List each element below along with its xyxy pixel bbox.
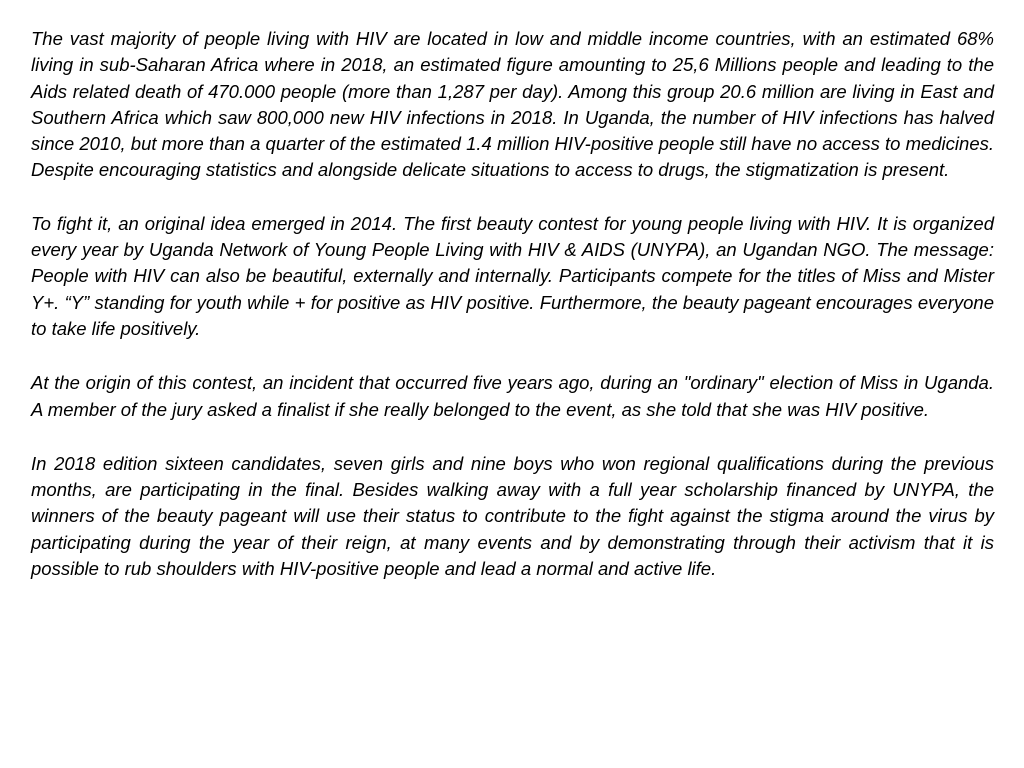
document-body: [31, 26, 994, 582]
paragraph-contest-incident: At the origin of this contest, an incident that occurred five years ago, during an "ordinary" election of Miss in Uganda. A member of the jury asked a finalist if she really belonged to the event, as she told that she was HIV positive.: [31, 372, 994, 420]
paragraph-2018-edition: In 2018 edition sixteen candidates, seven girls and nine boys who won regional qualifications during the previous months, are participating in the final. Besides walking away with a full year scholarship financed by UNYPA, the winners of the beauty pageant will use their status to contribute to the fight against the stigma around the virus by participating during the year of their reign, at many events and by demonstrating through their activism that it is possible to rub shoulders with HIV-positive people and lead a normal and active life.: [31, 452, 994, 580]
paragraph-beauty-contest-origin: To fight it, an original idea emerged in 2014. The first beauty contest for young people living with HIV. It is organized every year by Uganda Network of Young People Living with HIV & AIDS (UNYPA), an Ugandan NGO. The message: People with HIV can also be beautiful, externally and internally. Participants compete for the titles of Miss and Mister Y+. “Y” standing for youth while + for positive as HIV positive. Furthermore, the beauty pageant encourages everyone to take life positively.: [31, 212, 994, 339]
paragraph-hiv-statistics: The vast majority of people living with HIV are located in low and middle income countries, with an estimated 68% living in sub-Saharan Africa where in 2018, an estimated figure amounting to 25,6 Millions people and leading to the Aids related death of 470.000 people (more than 1,287 per day). Among this group 20.6 million are living in East and Southern Africa which saw 800,000 new HIV infections in 2018. In Uganda, the number of HIV infections has halved since 2010, but more than a quarter of the estimated 1.4 million HIV-positive people still have no access to medicines. Despite encouraging statistics and alongside delicate situations to access to drugs, the stigmatization is present.: [31, 28, 994, 181]
